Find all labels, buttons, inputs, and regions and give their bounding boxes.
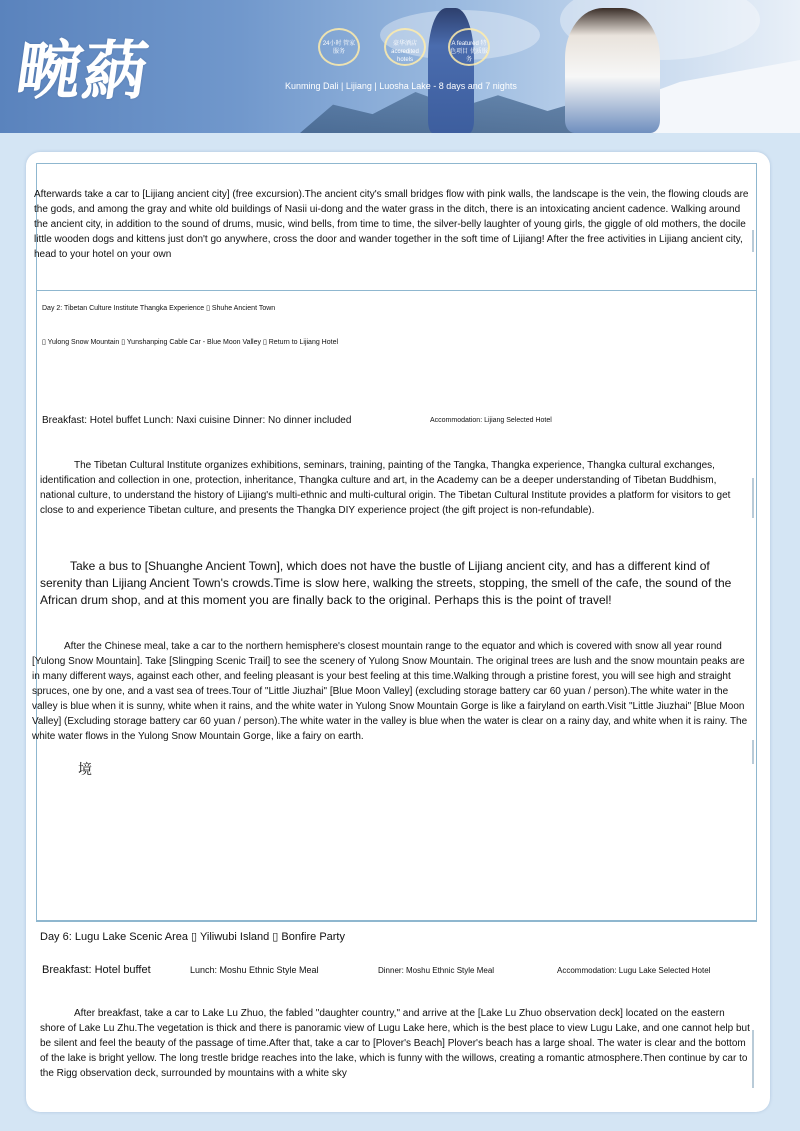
day2-paragraph-shuhe: Take a bus to [Shuanghe Ancient Town], which does not have the bustle of Lijiang ancient city, and has a different kind of serenity than Lijiang Ancient Town's crowds.Time is slow here, walking the streets, stopping, the smell of the cafe, the sound of the African drum shop, and at this moment you are finally back to the original. Perhaps this is the point of travel! <box>40 559 732 607</box>
day2-paragraph-snow-mountain: After the Chinese meal, take a car to the northern hemisphere's closest mountain range to the equator and which is covered with snow all year round [Yulong Snow Mountain]. Take [Slingping Scenic Trail] to see the scenery of Yulong Snow Mountain. The original trees are lush and the snow mountain peaks are in many different ways, against each other, and feeling pleasant is your best feeling at this time.Walking through a pristine forest, you will see high and straight spruces, one by one, and a vast sea of trees.Tour of "Little Jiuzhai" [Blue Moon Valley] (excluding storage battery car 60 yuan / person).The white water in the valley is blue when it is sunny, white when it rains, and the white water in Yulong Snow Mountain Gorge is like a fairyland on earth.Visit "Little Jiuzhai" [Blue Moon Valley] (Excluding storage battery car 60 yuan / person).The white water in the valley is blue when the water is clear on a rainy day, and white when it is rainy. The white water flows in the Yulong Snow Mountain Gorge, like a fairy on earth. <box>32 641 748 742</box>
day6-lunch: Lunch: Moshu Ethnic Style Meal <box>190 965 319 975</box>
content-frame <box>36 163 757 922</box>
day2-title-line2: ▯ Yulong Snow Mountain ▯ Yunshanping Cable Car - Blue Moon Valley ▯ Return to Lijiang Hotel <box>42 339 339 346</box>
award-badge: A featured 特色项目 优质服务 <box>448 28 490 66</box>
day6-breakfast: Breakfast: Hotel buffet <box>42 964 151 976</box>
day6-paragraph: After breakfast, take a car to Lake Lu Zhuo, the fabled "daughter country," and arrive at the [Lake Lu Zhuo observation deck] located on the eastern shore of Lake Lu Zhu.The vegetation is thick and there is panoramic view of Lugu Lake here, which is the best place to view Lugu Lake, and one cannot help but be silent and feel the beauty of the passage of time.After that, take a car to [Plover's Beach] Plover's beach has a large shoal. The water is clear and the bottom of the lake is bright yellow. The long trestle bridge reaches into the lake, which is funny with the willows, creating a romantic atmosphere.Then continue by car to the Rigg observation deck, surrounded by mountains with a white sky <box>40 1008 750 1079</box>
award-badge: 豪华酒店 accredited hotels <box>384 28 426 66</box>
award-badge: 24小时 管家服务 <box>318 28 360 66</box>
edge-mark <box>752 1030 754 1088</box>
traveler-figure <box>428 8 474 133</box>
header-banner <box>0 0 800 133</box>
day2-meals: Breakfast: Hotel buffet Lunch: Naxi cuisine Dinner: No dinner included <box>42 415 352 426</box>
day6-dinner: Dinner: Moshu Ethnic Style Meal <box>378 966 495 975</box>
day2-paragraph-thangka: The Tibetan Cultural Institute organizes exhibitions, seminars, training, painting of the Tangka, Thangka experience, Thangka cultural exchanges, identification and collection in one, protection, inheritance, Thangka culture and art, in the Academy can be a deeper understanding of Tibetan Buddhism, national culture, to understand the history of Lijiang's multi-ethnic and multi-cultural origin. The Tibetan Cultural Institute provides a platform for visitors to get close to and experience Tibetan culture, and presents the Thangka DIY experience project (the gift project is non-refundable). <box>40 460 731 516</box>
day6-accommodation: Accommodation: Lugu Lake Selected Hotel <box>557 966 711 975</box>
building-illustration <box>650 60 800 133</box>
edge-mark <box>752 478 754 518</box>
brand-logo: 畹蒳 <box>11 34 155 109</box>
section-divider <box>36 920 756 921</box>
section-divider <box>36 290 756 291</box>
day6-title: Day 6: Lugu Lake Scenic Area ▯ Yiliwubi Island ▯ Bonfire Party <box>40 931 345 943</box>
traveler-figure <box>565 8 660 133</box>
day2-accommodation: Accommodation: Lijiang Selected Hotel <box>430 417 552 424</box>
intro-paragraph: Afterwards take a car to [Lijiang ancient city] (free excursion).The ancient city's small bridges flow with pink walls, the landscape is the vein, the flowing clouds are the gods, and among the gray and white old buildings of Nasii ui-dong and the water grass in the ditch, there is an intoxicating ancient cadence. Walking around the ancient city, in addition to the sound of drums, music, wind bells, from time to time, the silver-belly laughter of young girls, the giggle of old mothers, the docile little wooden dogs and kittens just don't go anywhere, cross the door and wander together in the soft time of Lijiang! After the free activities in Lijiang ancient city, head to your hotel on your own <box>34 189 749 260</box>
day2-title-line1: Day 2: Tibetan Culture Institute Thangka Experience ▯ Shuhe Ancient Town <box>42 305 276 312</box>
stray-character: 境 <box>78 761 92 777</box>
tour-subtitle: Kunming Dali | Lijiang | Luosha Lake - 8 days and 7 nights <box>285 81 517 91</box>
